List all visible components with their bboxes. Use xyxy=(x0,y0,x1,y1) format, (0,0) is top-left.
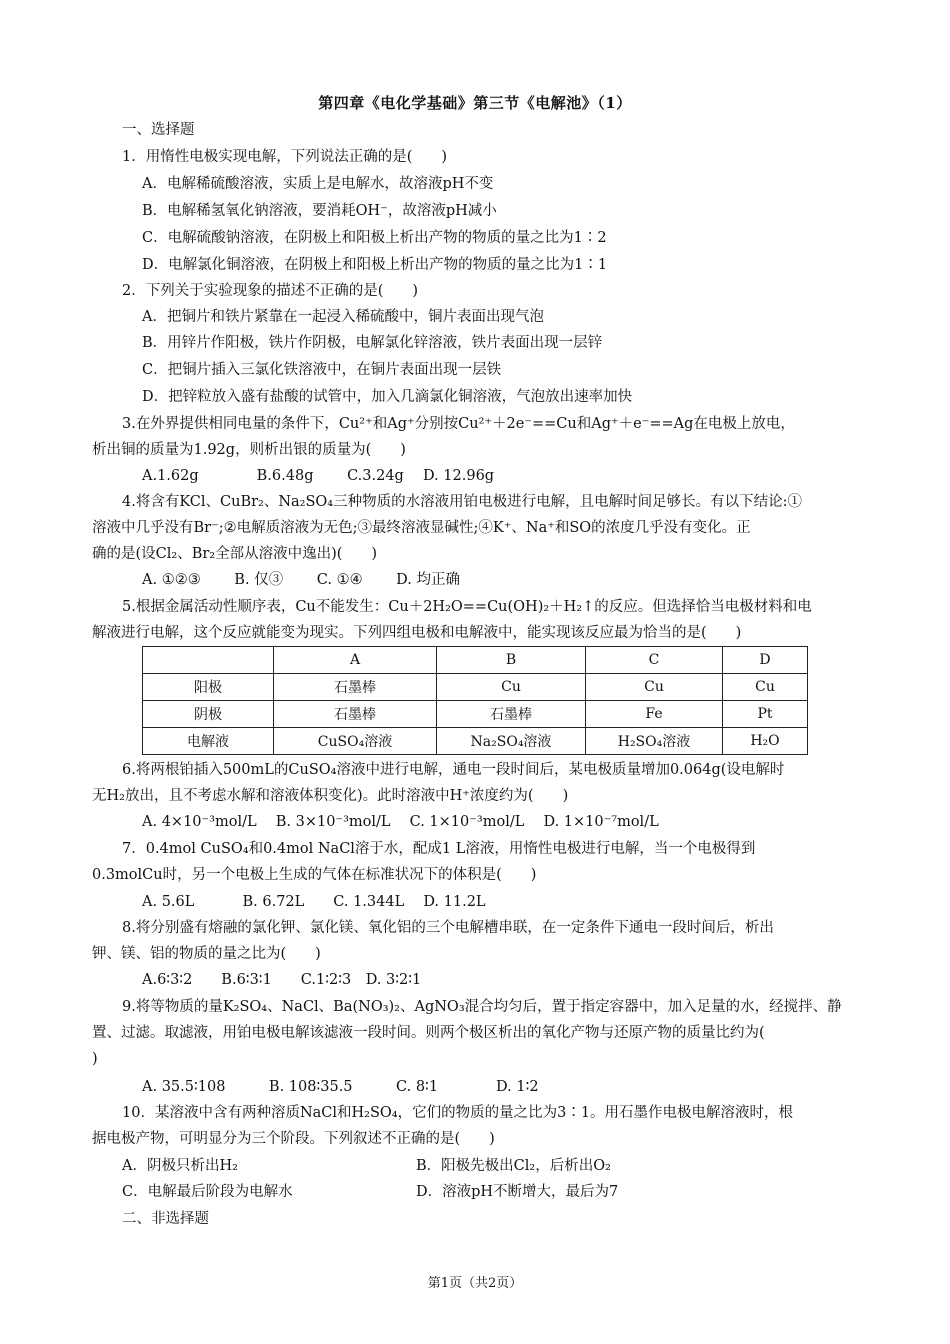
table-cell: 电解液 xyxy=(143,728,274,755)
question-2-option-a: A．把铜片和铁片紧靠在一起浸入稀硫酸中，铜片表面出现气泡 xyxy=(142,309,544,325)
table-cell: H₂O xyxy=(723,728,808,755)
table-header-row xyxy=(143,647,808,674)
question-7-stem-line1: 7．0.4mol CuSO₄和0.4mol NaCl溶于水，配成1 L溶液，用惰性电极进行电解，当一个电极得到 xyxy=(122,841,756,857)
question-1-option-d: D．电解氯化铜溶液，在阴极上和阳极上析出产物的物质的量之比为1∶1 xyxy=(142,257,608,273)
section-heading-non-choice: 二、非选择题 xyxy=(122,1211,209,1227)
question-4-stem-line1: 4.将含有KCl、CuBr₂、Na₂SO₄三种物质的水溶液用铂电极进行电解，且电解时间足够长。有以下结论:① xyxy=(122,494,803,510)
question-3-stem-line1: 3.在外界提供相同电量的条件下，Cu²⁺和Ag⁺分别按Cu²⁺＋2e⁻==Cu和Ag⁺＋e⁻==Ag在电极上放电， xyxy=(122,416,795,432)
table-cell: B xyxy=(437,647,586,674)
question-8-stem-line1: 8.将分别盛有熔融的氯化钾、氯化镁、氧化铝的三个电解槽串联，在一定条件下通电一段时间后，析出 xyxy=(122,920,774,936)
question-9-stem-line3: ) xyxy=(92,1051,98,1067)
question-2-option-d: D．把锌粒放入盛有盐酸的试管中，加入几滴氯化铜溶液，气泡放出速率加快 xyxy=(142,389,633,405)
question-9-stem-line2: 置、过滤。取滤液，用铂电极电解该滤液一段时间。则两个极区析出的氧化产物与还原产物的质量比约为( xyxy=(92,1025,765,1041)
table-cell: Fe xyxy=(586,701,723,728)
question-5-stem-line2: 解液进行电解，这个反应就能变为现实。下列四组电极和电解液中，能实现该反应最为恰当的是( ) xyxy=(92,625,742,641)
table-cell: Na₂SO₄溶液 xyxy=(437,728,586,755)
question-4-options: A. ①②③ B. 仅③ C. ①④ D. 均正确 xyxy=(142,572,461,588)
question-10-option-c: C．电解最后阶段为电解水 xyxy=(122,1184,293,1200)
question-6-stem-line2: 无H₂放出，且不考虑水解和溶液体积变化)。此时溶液中H⁺浓度约为( ) xyxy=(92,788,569,804)
table-row xyxy=(143,728,808,755)
table-cell: Pt xyxy=(723,701,808,728)
table-cell: 阴极 xyxy=(143,701,274,728)
question-8-stem-line2: 钾、镁、铝的物质的量之比为( ) xyxy=(92,946,321,962)
question-4-stem-line3: 确的是(设Cl₂、Br₂全部从溶液中逸出)( ) xyxy=(92,546,378,562)
question-10-option-b: B．阳极先极出Cl₂，后析出O₂ xyxy=(416,1158,611,1174)
document-title: 第四章《电化学基础》第三节《电解池》（1） xyxy=(318,94,632,112)
question-10-option-a: A．阴极只析出H₂ xyxy=(122,1158,238,1174)
question-6-options: A. 4×10⁻³mol/L B. 3×10⁻³mol/L C. 1×10⁻³mol/L D. 1×10⁻⁷mol/L xyxy=(142,814,659,830)
table-row xyxy=(143,674,808,701)
table-cell: 石墨棒 xyxy=(437,701,586,728)
table-cell: D xyxy=(723,647,808,674)
table-cell: A xyxy=(274,647,437,674)
question-3-stem-line2: 析出铜的质量为1.92g，则析出银的质量为( ) xyxy=(92,442,406,458)
table-cell: Cu xyxy=(437,674,586,701)
question-10-stem-line1: 10．某溶液中含有两种溶质NaCl和H₂SO₄，它们的物质的量之比为3∶1。用石墨作电极电解溶液时，根 xyxy=(122,1105,794,1121)
question-4-stem-line2: 溶液中几乎没有Br⁻;②电解质溶液为无色;③最终溶液显碱性;④K⁺、Na⁺和SO的浓度几乎没有变化。正 xyxy=(92,520,751,536)
table-cell: 石墨棒 xyxy=(274,701,437,728)
question-5-stem-line1: 5.根据金属活动性顺序表，Cu不能发生：Cu＋2H₂O==Cu(OH)₂＋H₂↑的反应。但选择恰当电极材料和电 xyxy=(122,599,812,615)
question-1-option-a: A．电解稀硫酸溶液，实质上是电解水，故溶液pH不变 xyxy=(142,176,494,192)
question-9-options: A. 35.5∶108 B. 108∶35.5 C. 8∶1 D. 1∶2 xyxy=(142,1079,539,1095)
question-2-option-b: B．用锌片作阳极，铁片作阴极，电解氯化锌溶液，铁片表面出现一层锌 xyxy=(142,335,603,351)
section-heading-choice: 一、选择题 xyxy=(122,122,195,138)
question-3-options: A.1.62g B.6.48g C.3.24g D. 12.96g xyxy=(142,468,495,484)
table-cell: CuSO₄溶液 xyxy=(274,728,437,755)
table-cell: 阳极 xyxy=(143,674,274,701)
question-7-stem-line2: 0.3molCu时，另一个电极上生成的气体在标准状况下的体积是( ) xyxy=(92,867,537,883)
table-cell: C xyxy=(586,647,723,674)
table-cell: Cu xyxy=(586,674,723,701)
question-2-stem: 2．下列关于实验现象的描述不正确的是( ) xyxy=(122,283,419,299)
question-9-stem-line1: 9.将等物质的量K₂SO₄、NaCl、Ba(NO₃)₂、AgNO₃混合均匀后，置于指定容器中，加入足量的水，经搅拌、静 xyxy=(122,999,842,1015)
question-1-option-b: B．电解稀氢氧化钠溶液，要消耗OH⁻，故溶液pH减小 xyxy=(142,203,497,219)
question-8-options: A.6∶3∶2 B.6∶3∶1 C.1∶2∶3 D. 3∶2∶1 xyxy=(142,972,422,988)
table-cell: H₂SO₄溶液 xyxy=(586,728,723,755)
page-footer: 第1页（共2页） xyxy=(427,1276,523,1291)
table-cell xyxy=(143,647,274,674)
table-cell: 石墨棒 xyxy=(274,674,437,701)
question-1-option-c: C．电解硫酸钠溶液，在阴极上和阳极上析出产物的物质的量之比为1∶2 xyxy=(142,230,607,246)
table-row xyxy=(143,701,808,728)
question-6-stem-line1: 6.将两根铂插入500mL的CuSO₄溶液中进行电解，通电一段时间后，某电极质量增加0.064g(设电解时 xyxy=(122,762,785,778)
question-10-stem-line2: 据电极产物，可明显分为三个阶段。下列叙述不正确的是( ) xyxy=(92,1131,495,1147)
question-5-options-table xyxy=(142,646,808,755)
question-1-stem: 1．用惰性电极实现电解，下列说法正确的是( ) xyxy=(122,149,448,165)
question-2-option-c: C．把铜片插入三氯化铁溶液中，在铜片表面出现一层铁 xyxy=(142,362,502,378)
question-7-options: A. 5.6L B. 6.72L C. 1.344L D. 11.2L xyxy=(142,894,486,910)
question-10-option-d: D．溶液pH不断增大，最后为7 xyxy=(416,1184,619,1200)
table-cell: Cu xyxy=(723,674,808,701)
